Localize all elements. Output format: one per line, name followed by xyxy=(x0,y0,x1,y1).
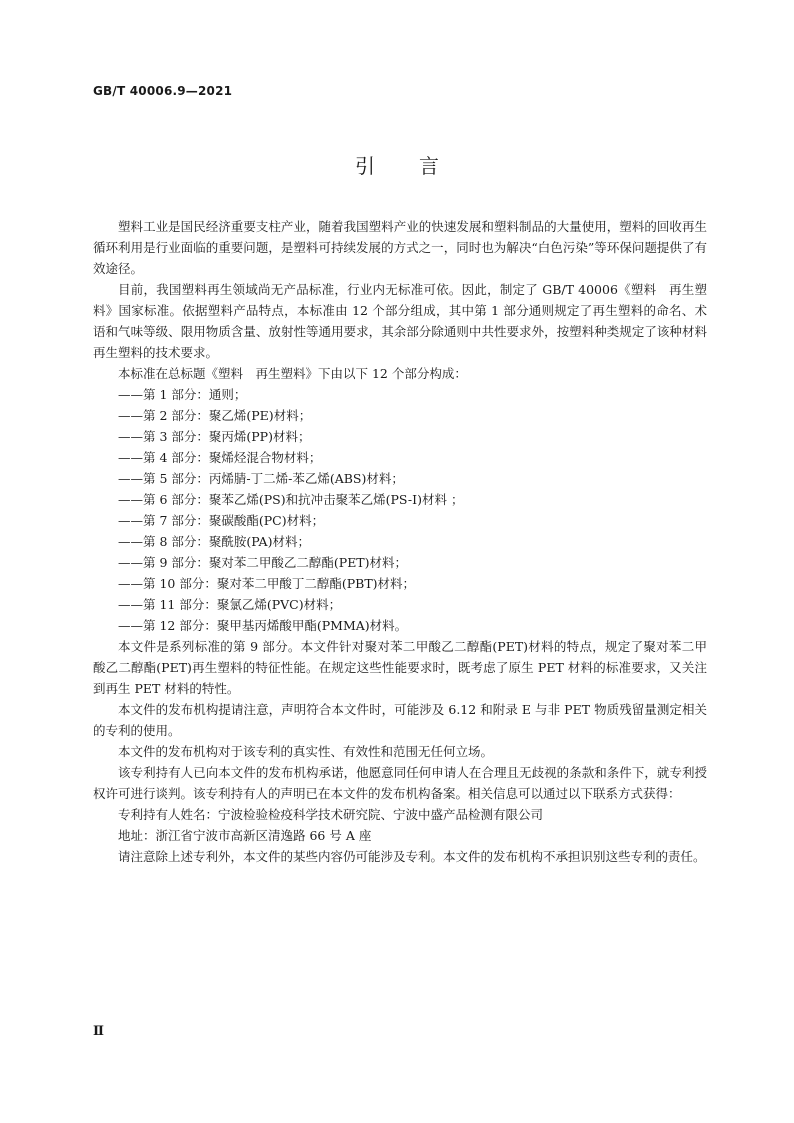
parts-list-item: ——第 7 部分：聚碳酸酯(PC)材料； xyxy=(118,513,325,528)
parts-list-item: ——第 2 部分：聚乙烯(PE)材料； xyxy=(118,408,312,423)
parts-list-item: ——第 4 部分：聚烯烃混合物材料； xyxy=(118,450,322,465)
parts-list-item: ——第 11 部分：聚氯乙烯(PVC)材料； xyxy=(118,597,342,612)
paragraph-patent-commitment: 该专利持有人已向本文件的发布机构承诺，他愿意同任何申请人在合理且无歧视的条款和条件下，就专利授权许可进行谈判。该专利持有人的声明已在本文件的发布机构备案。相关信息可以通过以下联系方式获得： xyxy=(93,765,707,801)
parts-list-item: ——第 12 部分：聚甲基丙烯酸甲酯(PMMA)材料。 xyxy=(118,618,408,633)
paragraph-patent-position: 本文件的发布机构对于该专利的真实性、有效性和范围无任何立场。 xyxy=(118,744,494,759)
parts-list-item: ——第 1 部分：通则； xyxy=(118,387,247,402)
page-number: Ⅱ xyxy=(93,1024,104,1039)
paragraph-parts-intro: 本标准在总标题《塑料 再生塑料》下由以下 12 个部分构成： xyxy=(118,366,467,381)
parts-list-item: ——第 6 部分：聚苯乙烯(PS)和抗冲击聚苯乙烯(PS-I)材料 ； xyxy=(118,492,464,507)
standard-number: GB/T 40006.9—2021 xyxy=(93,84,233,98)
paragraph-patent-disclaimer: 请注意除上述专利外，本文件的某些内容仍可能涉及专利。本文件的发布机构不承担识别这些专利的责任。 xyxy=(118,849,706,864)
page-title: 引言 xyxy=(355,154,483,178)
paragraph-purpose: 目前，我国塑料再生领域尚无产品标准，行业内无标准可依。因此，制定了 GB/T 40006《塑料 再生塑料》国家标准。依据塑料产品特点，本标准由 12 个部分组成，其中第 1 部分通则规定了再生塑料的命名、术语和气味等级、限用物质含量、放射性等通用要求，其余部分除通则中共性要求外，按塑料种类规定了该种材料再生塑料的技术要求。 xyxy=(93,282,707,360)
paragraph-background: 塑料工业是国民经济重要支柱产业，随着我国塑料产业的快速发展和塑料制品的大量使用，塑料的回收再生循环利用是行业面临的重要问题，是塑料可持续发展的方式之一，同时也为解决“白色污染”等环保问题提供了有效途径。 xyxy=(93,219,707,276)
parts-list-item: ——第 5 部分：丙烯腈-丁二烯-苯乙烯(ABS)材料； xyxy=(118,471,404,486)
parts-list-item: ——第 10 部分：聚对苯二甲酸丁二醇酯(PBT)材料； xyxy=(118,576,416,591)
parts-list-item: ——第 9 部分：聚对苯二甲酸乙二醇酯(PET)材料； xyxy=(118,555,408,570)
parts-list xyxy=(93,384,707,636)
paragraph-scope: 本文件是系列标准的第 9 部分。本文件针对聚对苯二甲酸乙二醇酯(PET)材料的特点，规定了聚对苯二甲酸乙二醇酯(PET)再生塑料的特征性能。在规定这些性能要求时，既考虑了原生 PET 材料的标准要求，又关注到再生 PET 材料的特性。 xyxy=(93,639,707,696)
patent-holder-address: 地址：浙江省宁波市高新区清逸路 66 号 A 座 xyxy=(118,828,372,843)
patent-holder-name: 专利持有人姓名：宁波检验检疫科学技术研究院、宁波中盛产品检测有限公司 xyxy=(118,807,544,822)
paragraph-patent-notice: 本文件的发布机构提请注意，声明符合本文件时，可能涉及 6.12 和附录 E 与非 PET 物质残留量测定相关的专利的使用。 xyxy=(93,702,707,738)
parts-list-item: ——第 8 部分：聚酰胺(PA)材料； xyxy=(118,534,310,549)
parts-list-item: ——第 3 部分：聚丙烯(PP)材料； xyxy=(118,429,311,444)
document-body xyxy=(93,216,707,867)
